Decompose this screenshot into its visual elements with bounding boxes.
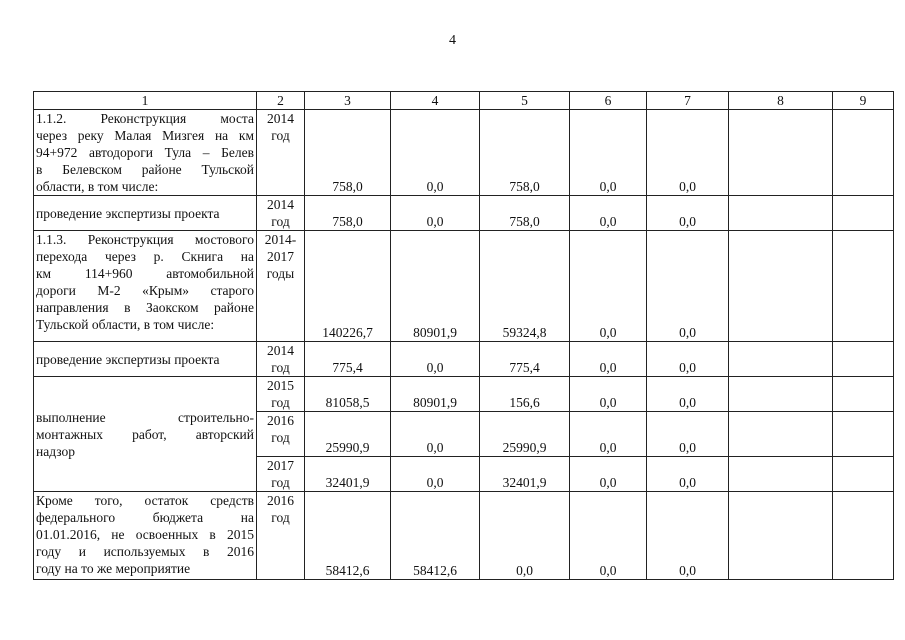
value-c8	[729, 110, 833, 196]
year-line: год	[271, 214, 290, 229]
table-row	[34, 196, 894, 231]
row-description	[34, 110, 257, 196]
column-number: 4	[391, 92, 480, 110]
value-c8	[729, 457, 833, 492]
value-c9	[833, 412, 894, 457]
value-c6: 0,0	[570, 412, 647, 457]
value-c4: 58412,6	[391, 492, 480, 580]
row-description	[34, 342, 257, 377]
value-c4: 80901,9	[391, 231, 480, 342]
text-line: проведение экспертизы проекта	[36, 205, 220, 221]
value-c8	[729, 412, 833, 457]
value-c9	[833, 342, 894, 377]
year-cell	[257, 110, 305, 196]
year-cell	[257, 377, 305, 412]
text-line: проведение экспертизы проекта	[36, 351, 220, 367]
year-line: год	[271, 128, 290, 143]
value-c9	[833, 377, 894, 412]
value-c3: 140226,7	[305, 231, 391, 342]
value-c7: 0,0	[647, 342, 729, 377]
text-line: 94+972 автодороги Тула – Белев	[36, 145, 254, 160]
value-c6: 0,0	[570, 377, 647, 412]
text-line: дороги М-2 «Крым» старого	[36, 283, 254, 298]
value-c4: 0,0	[391, 457, 480, 492]
value-c9	[833, 457, 894, 492]
value-c9	[833, 196, 894, 231]
value-c4: 0,0	[391, 110, 480, 196]
value-c8	[729, 231, 833, 342]
text-line: году и используемых в 2016	[36, 544, 254, 559]
year-line: 2017	[267, 458, 294, 473]
row-description	[34, 196, 257, 231]
value-c6: 0,0	[570, 342, 647, 377]
column-number: 1	[34, 92, 257, 110]
year-cell	[257, 231, 305, 342]
column-number: 6	[570, 92, 647, 110]
year-line: 2016	[267, 493, 294, 508]
text-line: Кроме того, остаток средств	[36, 493, 254, 508]
value-c7: 0,0	[647, 231, 729, 342]
value-c6: 0,0	[570, 457, 647, 492]
text-line: 1.1.3. Реконструкция мостового	[36, 232, 254, 247]
value-c5: 25990,9	[480, 412, 570, 457]
value-c7: 0,0	[647, 492, 729, 580]
value-c3: 758,0	[305, 110, 391, 196]
value-c8	[729, 196, 833, 231]
value-c6: 0,0	[570, 110, 647, 196]
text-line: области, в том числе:	[36, 179, 159, 194]
value-c4: 80901,9	[391, 377, 480, 412]
value-c7: 0,0	[647, 457, 729, 492]
text-line: монтажных работ, авторский	[36, 426, 254, 442]
value-c7: 0,0	[647, 377, 729, 412]
text-line: Тульской области, в том числе:	[36, 317, 215, 332]
value-c6: 0,0	[570, 492, 647, 580]
row-description	[34, 231, 257, 342]
value-c7: 0,0	[647, 412, 729, 457]
year-line: год	[271, 510, 290, 525]
year-line: 2015	[267, 378, 294, 393]
value-c6: 0,0	[570, 196, 647, 231]
column-number: 2	[257, 92, 305, 110]
text-line: федерального бюджета на	[36, 510, 254, 525]
row-description	[34, 492, 257, 580]
row-description	[34, 377, 257, 492]
value-c5: 156,6	[480, 377, 570, 412]
text-line: 1.1.2. Реконструкция моста	[36, 111, 254, 126]
value-c3: 58412,6	[305, 492, 391, 580]
column-number: 8	[729, 92, 833, 110]
text-line: направления в Заокском районе	[36, 300, 254, 315]
year-cell	[257, 492, 305, 580]
value-c9	[833, 492, 894, 580]
column-number: 9	[833, 92, 894, 110]
value-c3: 25990,9	[305, 412, 391, 457]
table-header-row	[34, 92, 894, 110]
year-line: 2014	[267, 197, 294, 212]
value-c3: 758,0	[305, 196, 391, 231]
table-row	[34, 492, 894, 580]
page-number: 4	[449, 33, 456, 48]
value-c3: 775,4	[305, 342, 391, 377]
value-c5: 758,0	[480, 110, 570, 196]
year-cell	[257, 342, 305, 377]
year-line: год	[271, 430, 290, 445]
value-c7: 0,0	[647, 196, 729, 231]
year-line: 2017	[267, 249, 294, 264]
year-line: 2016	[267, 413, 294, 428]
column-number: 7	[647, 92, 729, 110]
text-line: году на то же мероприятие	[36, 561, 191, 576]
text-line: надзор	[36, 443, 76, 459]
value-c6: 0,0	[570, 231, 647, 342]
value-c5: 32401,9	[480, 457, 570, 492]
year-line: год	[271, 475, 290, 490]
value-c4: 0,0	[391, 412, 480, 457]
text-line: перехода через р. Скнига на	[36, 249, 254, 264]
value-c8	[729, 492, 833, 580]
value-c4: 0,0	[391, 342, 480, 377]
year-cell	[257, 196, 305, 231]
table-row	[34, 377, 894, 412]
value-c3: 32401,9	[305, 457, 391, 492]
text-line: 01.01.2016, не освоенных в 2015	[36, 527, 254, 542]
year-line: 2014	[267, 343, 294, 358]
year-line: годы	[266, 266, 295, 281]
value-c5: 775,4	[480, 342, 570, 377]
text-line: выполнение строительно-	[36, 409, 254, 425]
value-c5: 758,0	[480, 196, 570, 231]
value-c9	[833, 110, 894, 196]
value-c8	[729, 342, 833, 377]
column-number: 3	[305, 92, 391, 110]
budget-table	[33, 91, 894, 580]
column-number: 5	[480, 92, 570, 110]
year-cell	[257, 412, 305, 457]
value-c5: 59324,8	[480, 231, 570, 342]
year-line: год	[271, 395, 290, 410]
value-c4: 0,0	[391, 196, 480, 231]
text-line: в Белевском районе Тульской	[36, 162, 254, 177]
value-c7: 0,0	[647, 110, 729, 196]
table-row	[34, 342, 894, 377]
table-row	[34, 110, 894, 196]
value-c3: 81058,5	[305, 377, 391, 412]
value-c8	[729, 377, 833, 412]
text-line: км 114+960 автомобильной	[36, 266, 254, 281]
year-line: 2014	[267, 111, 294, 126]
value-c9	[833, 231, 894, 342]
year-cell	[257, 457, 305, 492]
year-line: 2014-	[264, 232, 297, 247]
table-row	[34, 231, 894, 342]
year-line: год	[271, 360, 290, 375]
text-line: через реку Малая Мизгея на км	[36, 128, 254, 143]
value-c5: 0,0	[480, 492, 570, 580]
